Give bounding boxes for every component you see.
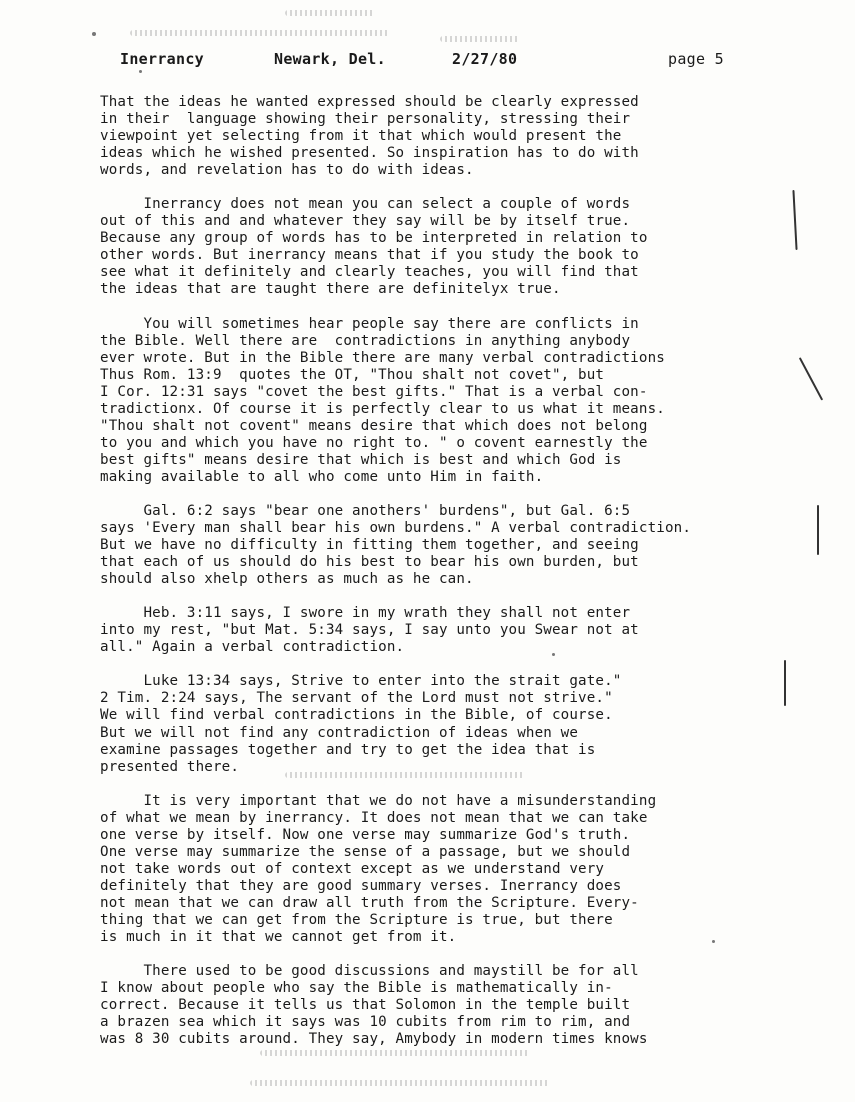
paragraph: Heb. 3:11 says, I swore in my wrath they shall not enter into my rest, "but Mat. 5:34 says, I say unto you Swear not at all." Again a verbal contradiction. <box>100 605 639 656</box>
scan-speck <box>139 70 142 73</box>
paragraph: Inerrancy does not mean you can select a couple of words out of this and and whatever they say will be by itself true. Because any group of words has to be interpreted in relation to other words. But inerrancy means that if you study the book to see what it definitely and clearly teaches, you will find that the ideas that are taught there are definitelyx true. <box>100 196 648 298</box>
margin-mark <box>817 505 819 555</box>
scan-smudge <box>130 30 390 36</box>
paragraph: It is very important that we do not have a misunderstanding of what we mean by inerrancy. It does not mean that we can take one verse by itself. Now one verse may summarize God's truth. One verse may summarize the sense of a passage, but we should not take words out of context except as we understand very definitely that they are good summary verses. Inerrancy does not mean that we can draw all truth from the Scripture. Every- thing that we can get from the Scripture is true, but there is much in it that we cannot get from it. <box>100 792 657 946</box>
margin-mark <box>792 190 797 250</box>
paragraph: There used to be good discussions and maystill be for all I know about people who say the Bible is mathematically in- correct. Because it tells us that Solomon in the temple built a brazen sea which it says was 10 cubits from rim to rim, and was 8 30 cubits around. They say, Amybody in modern times knows <box>100 963 648 1048</box>
paragraph: That the ideas he wanted expressed should be clearly expressed in their language showing their personality, stressing their viewpoint yet selecting from it that which would present the ideas which he wished presented. So inspiration has to do with words, and revelation has to do with ideas. <box>100 94 639 179</box>
scan-smudge <box>440 36 520 42</box>
scan-smudge <box>250 1080 550 1086</box>
header-date: 2/27/80 <box>452 50 518 68</box>
header-title: Inerrancy <box>120 50 204 68</box>
header-page-number: page 5 <box>668 50 724 68</box>
header-place: Newark, Del. <box>274 50 386 68</box>
scan-smudge <box>260 1050 530 1056</box>
paragraph: Gal. 6:2 says "bear one anothers' burdens", but Gal. 6:5 says 'Every man shall bear his own burdens." A verbal contradiction. But we have no difficulty in fitting them together, and seeing that each of us should do his best to bear his own burden, but should also xhelp others as much as he can. <box>100 502 692 588</box>
paragraph: Luke 13:34 says, Strive to enter into the strait gate." 2 Tim. 2:24 says, The servant of the Lord must not strive." We will find verbal contradictions in the Bible, of course. But we will not find any contradiction of ideas when we examine passages together and try to get the idea that is presented there. <box>100 673 622 775</box>
scan-speck <box>92 32 96 36</box>
document-body <box>100 94 790 1048</box>
scan-speck <box>552 653 555 656</box>
margin-mark <box>799 357 823 400</box>
scan-smudge <box>285 772 525 778</box>
scan-smudge <box>285 10 375 16</box>
margin-mark <box>784 660 786 706</box>
scan-speck <box>712 940 715 943</box>
paragraph: You will sometimes hear people say there are conflicts in the Bible. Well there are contradictions in anything anybody ever wrote. But in the Bible there are many verbal contradictions Thus Rom. 13:9 quotes the OT, "Thou shalt not covet", but I Cor. 12:31 says "covet the best gifts." That is a verbal con- tradictionx. Of course it is perfectly clear to us what it means. "Thou shalt not covent" means desire that which does not belong to you and which you have no right to. " o covent earnestly the best gifts" means desire that which is best and which God is making available to all who come unto Him in faith. <box>100 315 665 485</box>
